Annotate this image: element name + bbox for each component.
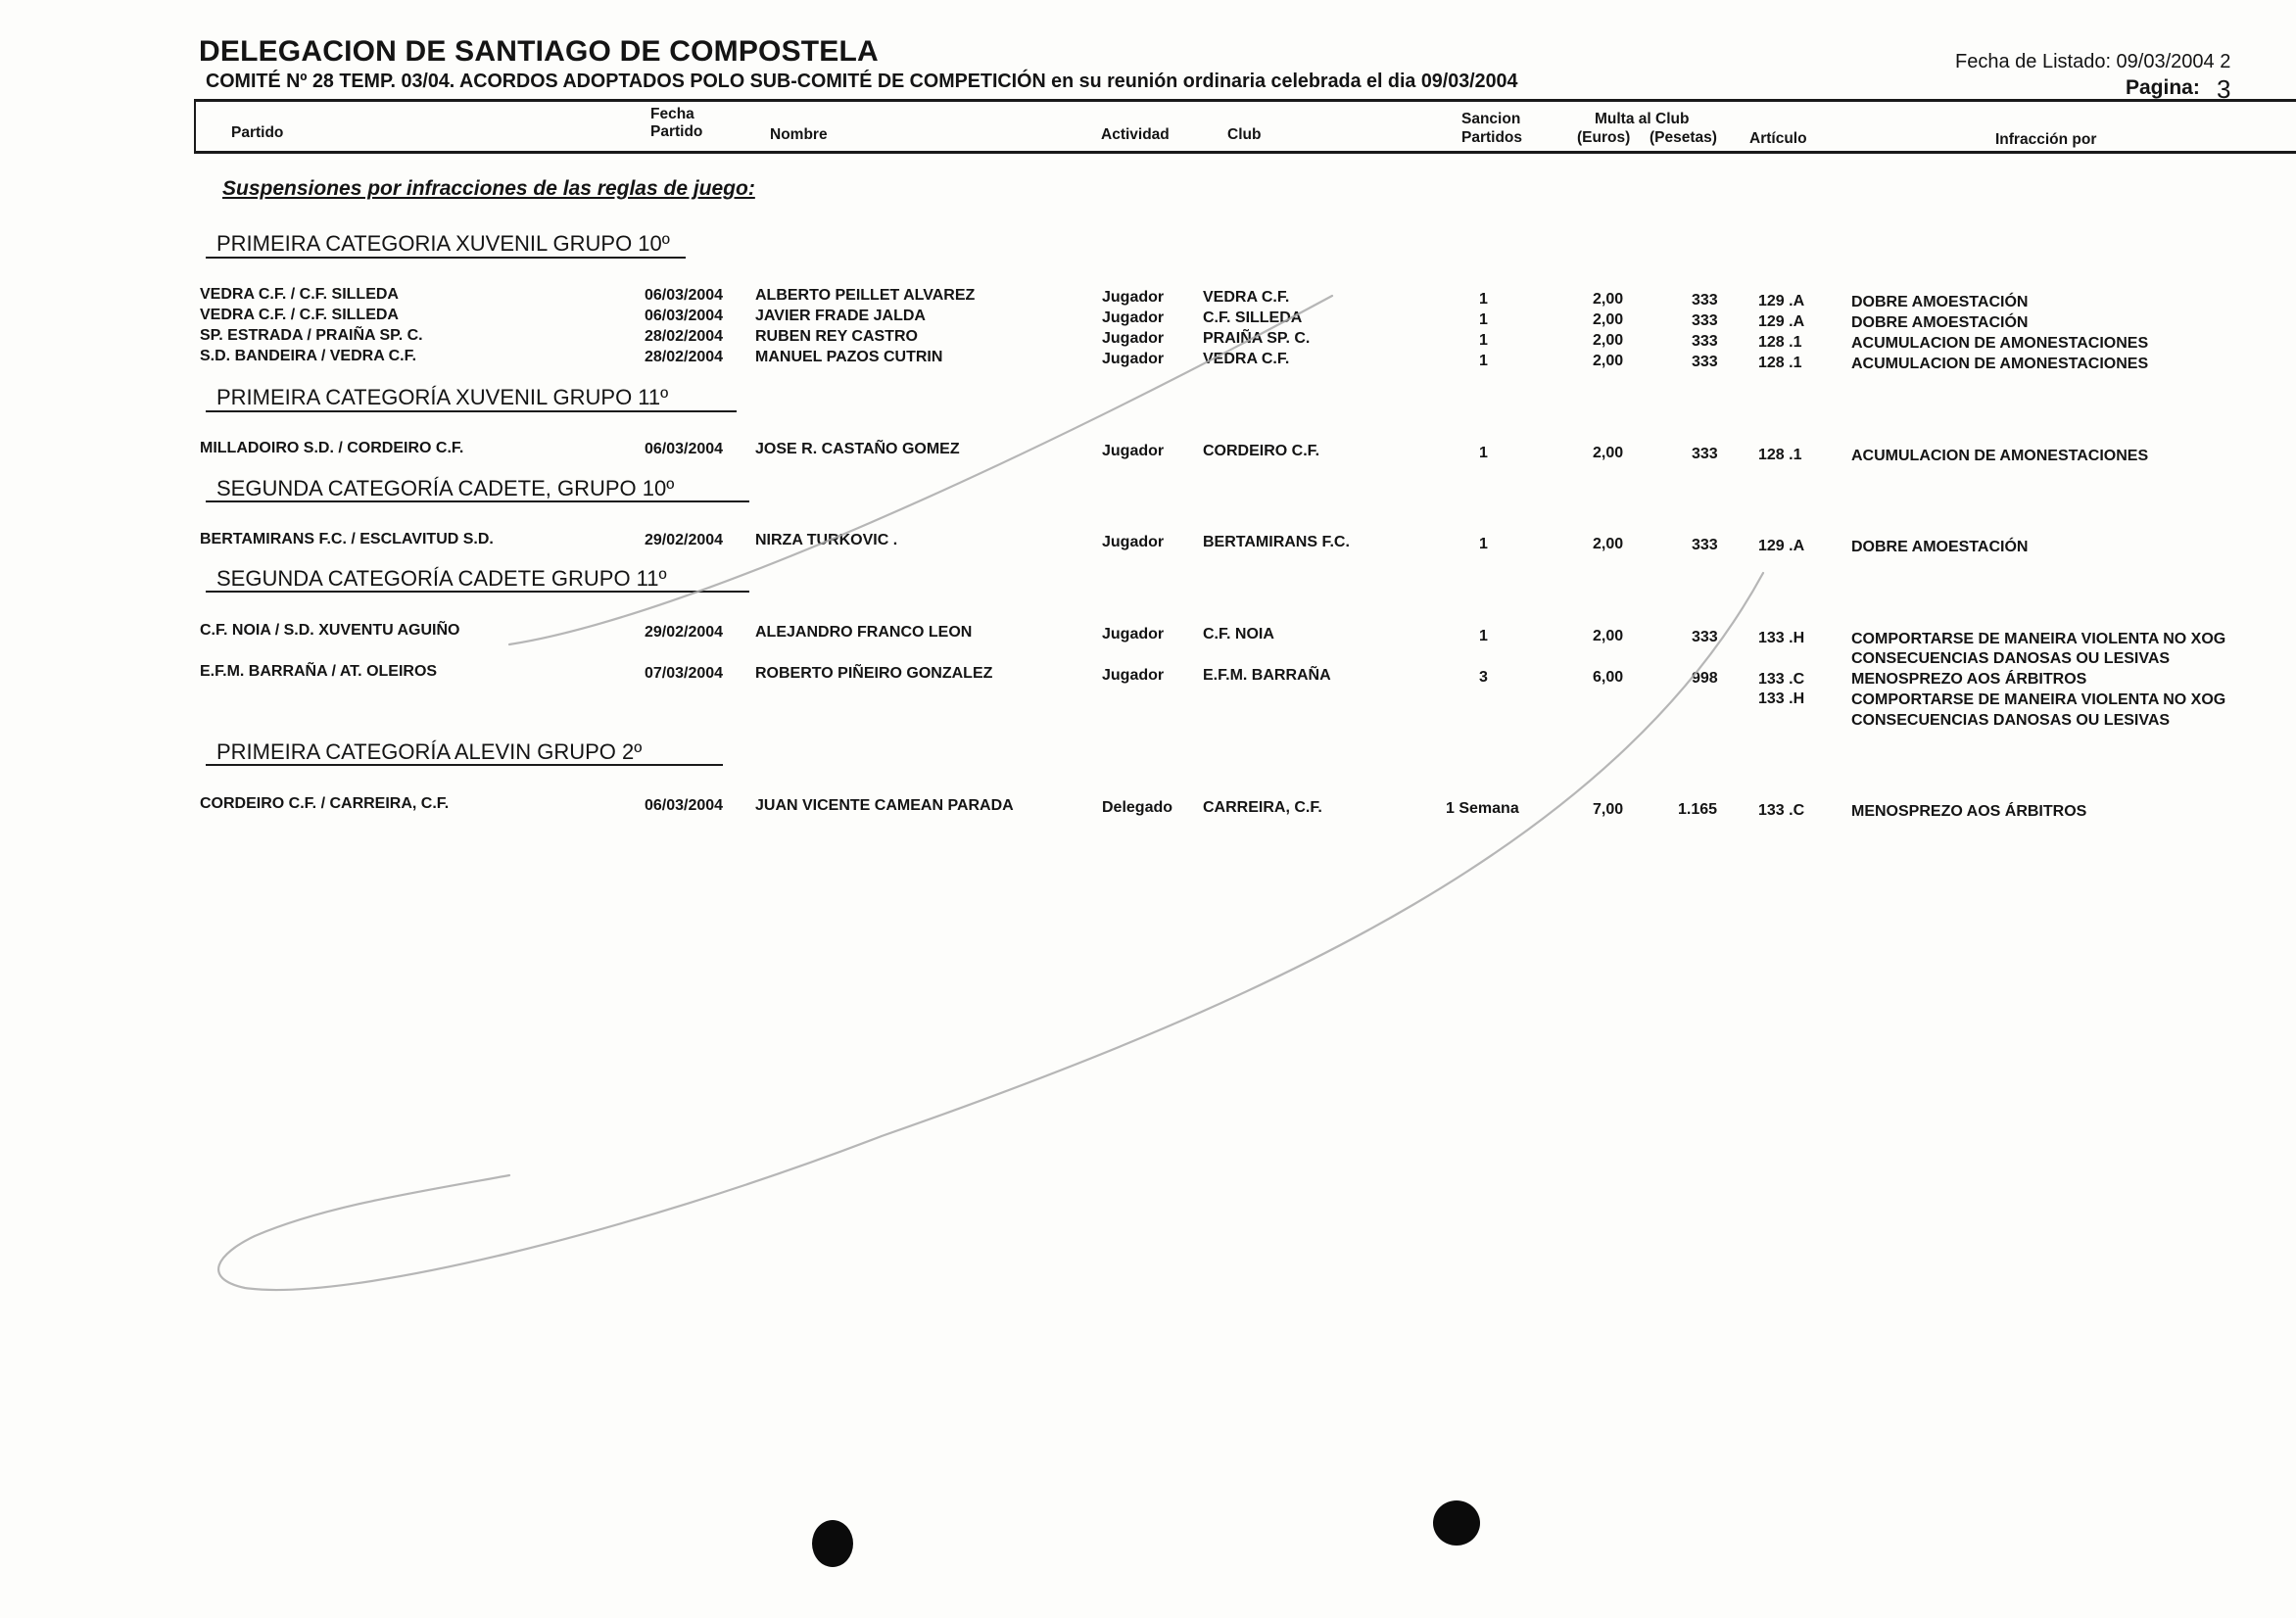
cell-sancion: 1 [1479,445,1488,461]
cell-fecha: 28/02/2004 [645,328,724,345]
cell-nombre: ALEJANDRO FRANCO LEON [755,624,973,641]
cell-fecha: 29/02/2004 [645,532,724,548]
binder-hole [1433,1500,1480,1546]
cell-fecha: 06/03/2004 [645,441,724,457]
cell-articulo: 133 .C [1758,802,1805,819]
cell-club: C.F. NOIA [1203,626,1274,642]
cell-articulo: 133 .H [1758,630,1805,646]
cell-sancion: 1 [1479,353,1488,369]
cell-nombre: RUBEN REY CASTRO [755,328,918,345]
cell-pesetas: 333 [1692,446,1718,462]
cell-fecha: 28/02/2004 [645,349,724,365]
cell-infraccion-continued: CONSECUENCIAS DANOSAS OU LESIVAS [1851,650,2171,667]
col-partido: Partido [231,124,284,141]
cell-infraccion: DOBRE AMOESTACIÓN [1851,294,2029,310]
cell-club: E.F.M. BARRAÑA [1203,667,1331,684]
cell-infraccion-continued: CONSECUENCIAS DANOSAS OU LESIVAS [1851,712,2171,729]
col-sancion-partidos: Partidos [1461,129,1523,146]
cell-partido: CORDEIRO C.F. / CARREIRA, C.F. [200,795,450,812]
cell-actividad: Jugador [1102,289,1165,306]
cell-sancion: 1 [1479,311,1488,328]
col-multa: Multa al Club [1595,111,1690,127]
group-title: PRIMEIRA CATEGORÍA ALEVIN GRUPO 2º [216,739,643,764]
cell-euros: 2,00 [1593,536,1624,552]
cell-articulo: 128 .1 [1758,334,1802,351]
listing-date: Fecha de Listado: 09/03/2004 2 [1955,51,2231,72]
cell-infraccion: ACUMULACION DE AMONESTACIONES [1851,448,2149,464]
cell-partido: S.D. BANDEIRA / VEDRA C.F. [200,348,417,364]
cell-nombre: NIRZA TURKOVIC . [755,532,898,548]
cell-nombre: JOSE R. CASTAÑO GOMEZ [755,441,960,457]
cell-sancion: 1 [1479,628,1488,644]
cell-club: CORDEIRO C.F. [1203,443,1320,459]
cell-nombre: ALBERTO PEILLET ALVAREZ [755,287,976,304]
col-actividad: Actividad [1101,126,1170,143]
cell-pesetas: 333 [1692,333,1718,350]
cell-nombre: JAVIER FRADE JALDA [755,308,926,324]
cell-infraccion: MENOSPREZO AOS ÁRBITROS [1851,671,2087,688]
cell-partido: SP. ESTRADA / PRAIÑA SP. C. [200,327,423,344]
group-title: SEGUNDA CATEGORÍA CADETE GRUPO 11º [216,566,667,591]
cell-nombre: ROBERTO PIÑEIRO GONZALEZ [755,665,993,682]
cell-sancion: 1 [1479,536,1488,552]
cell-actividad: Jugador [1102,667,1165,684]
cell-actividad: Jugador [1102,351,1165,367]
cell-partido: E.F.M. BARRAÑA / AT. OLEIROS [200,663,438,680]
cell-partido: C.F. NOIA / S.D. XUVENTU AGUIÑO [200,622,460,639]
cell-pesetas: 333 [1692,292,1718,309]
cell-partido: BERTAMIRANS F.C. / ESCLAVITUD S.D. [200,531,494,547]
group-title: SEGUNDA CATEGORÍA CADETE, GRUPO 10º [216,476,675,500]
cell-euros: 2,00 [1593,332,1624,349]
cell-club: PRAIÑA SP. C. [1203,330,1311,347]
cell-articulo-second: 133 .H [1758,690,1805,707]
cell-euros: 2,00 [1593,311,1624,328]
page-label: Pagina: [2126,76,2200,99]
col-sancion: Sancion [1461,111,1521,127]
section-title: Suspensiones por infracciones de las reglas de juego: [222,177,755,200]
cell-pesetas: 333 [1692,629,1718,645]
cell-articulo: 129 .A [1758,538,1805,554]
cell-sancion: 1 Semana [1446,800,1519,817]
cell-partido: VEDRA C.F. / C.F. SILLEDA [200,307,399,323]
cell-sancion: 1 [1479,332,1488,349]
cell-club: VEDRA C.F. [1203,289,1290,306]
cell-infraccion: ACUMULACION DE AMONESTACIONES [1851,356,2149,372]
cell-infraccion: COMPORTARSE DE MANEIRA VIOLENTA NO XOG [1851,631,2226,647]
cell-sancion: 1 [1479,291,1488,308]
cell-fecha: 06/03/2004 [645,308,724,324]
cell-actividad: Jugador [1102,330,1165,347]
cell-infraccion-second: COMPORTARSE DE MANEIRA VIOLENTA NO XOG [1851,691,2226,708]
cell-fecha: 06/03/2004 [645,797,724,814]
cell-euros: 2,00 [1593,353,1624,369]
cell-articulo: 129 .A [1758,293,1805,309]
group-title: PRIMEIRA CATEGORÍA XUVENIL GRUPO 11º [216,385,669,409]
cell-euros: 2,00 [1593,445,1624,461]
cell-club: CARREIRA, C.F. [1203,799,1322,816]
col-club: Club [1227,126,1262,143]
col-pesetas: (Pesetas) [1650,129,1717,146]
cell-articulo: 133 .C [1758,671,1805,688]
cell-actividad: Delegado [1102,799,1173,816]
cell-partido: MILLADOIRO S.D. / CORDEIRO C.F. [200,440,464,456]
group-title: PRIMEIRA CATEGORIA XUVENIL GRUPO 10º [216,231,670,256]
cell-actividad: Jugador [1102,443,1165,459]
cell-euros: 2,00 [1593,291,1624,308]
cell-infraccion: DOBRE AMOESTACIÓN [1851,539,2029,555]
cell-club: BERTAMIRANS F.C. [1203,534,1350,550]
col-fecha-partido: Partido [650,123,703,140]
cell-infraccion: ACUMULACION DE AMONESTACIONES [1851,335,2149,352]
cell-articulo: 128 .1 [1758,447,1802,463]
cell-actividad: Jugador [1102,309,1165,326]
col-infraccion: Infracción por [1995,131,2097,148]
cell-nombre: MANUEL PAZOS CUTRIN [755,349,943,365]
cell-club: C.F. SILLEDA [1203,309,1303,326]
cell-fecha: 29/02/2004 [645,624,724,641]
page-number: 3 [2217,74,2231,104]
cell-articulo: 128 .1 [1758,355,1802,371]
cell-articulo: 129 .A [1758,313,1805,330]
cell-infraccion: MENOSPREZO AOS ÁRBITROS [1851,803,2087,820]
cell-sancion: 3 [1479,669,1488,686]
cell-euros: 6,00 [1593,669,1624,686]
cell-euros: 7,00 [1593,801,1624,818]
cell-pesetas: 998 [1692,670,1718,687]
col-euros: (Euros) [1577,129,1631,146]
cell-actividad: Jugador [1102,626,1165,642]
cell-pesetas: 1.165 [1678,801,1718,818]
col-fecha: Fecha [650,106,694,122]
cell-euros: 2,00 [1593,628,1624,644]
cell-pesetas: 333 [1692,354,1718,370]
cell-pesetas: 333 [1692,537,1718,553]
document-subtitle: COMITÉ Nº 28 TEMP. 03/04. ACORDOS ADOPTADOS POLO SUB-COMITÉ DE COMPETICIÓN en su reunión ordinaria celebrada el dia 09/03/2004 [206,71,1518,92]
cell-partido: VEDRA C.F. / C.F. SILLEDA [200,286,399,303]
organization-title: DELEGACION DE SANTIAGO DE COMPOSTELA [199,35,879,68]
col-nombre: Nombre [770,126,828,143]
cell-actividad: Jugador [1102,534,1165,550]
cell-fecha: 07/03/2004 [645,665,724,682]
cell-pesetas: 333 [1692,312,1718,329]
col-articulo: Artículo [1749,130,1807,147]
cell-club: VEDRA C.F. [1203,351,1290,367]
cell-infraccion: DOBRE AMOESTACIÓN [1851,314,2029,331]
binder-hole [812,1520,853,1567]
cell-nombre: JUAN VICENTE CAMEAN PARADA [755,797,1014,814]
cell-fecha: 06/03/2004 [645,287,724,304]
